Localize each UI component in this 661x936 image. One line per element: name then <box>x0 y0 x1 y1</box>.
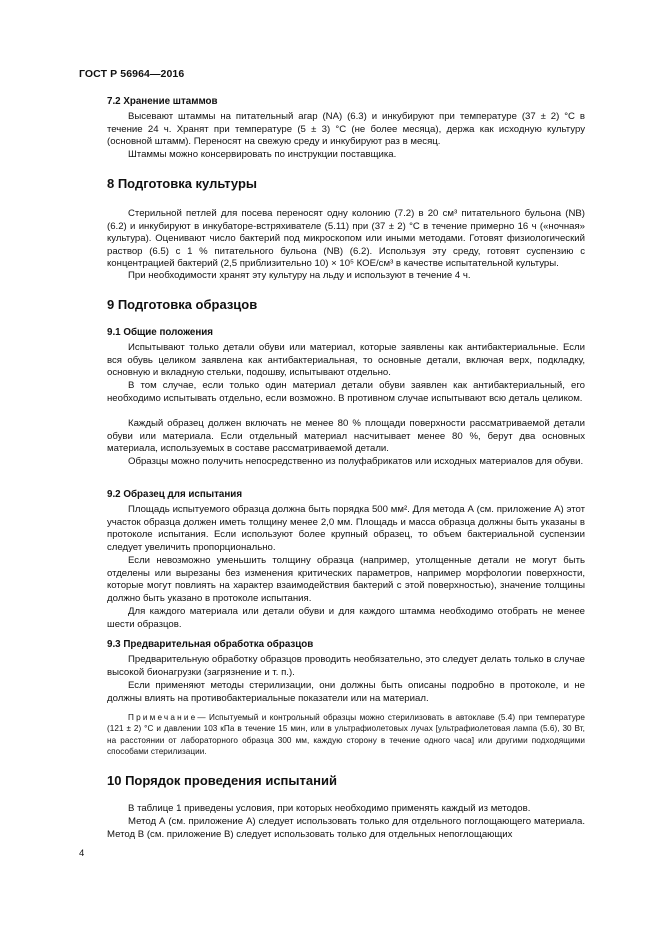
section-10-title: 10 Порядок проведения испытаний <box>107 773 337 788</box>
section-9-2-paragraph-2: Если невозможно уменьшить толщину образца (например, утолщенные детали не могут быть отделены или вырезаны без изменения критических параметров, например морфологии поверхности, которые могут повлиять на характер взаимодействия бактерий с этой поверхностью), значение толщины должно быть указано в протоколе испытания. <box>107 555 585 604</box>
section-9-1-paragraph-2: В том случае, если только один материал детали обуви заявлен как антибактериальный, его необходимо испытывать отдельно, если возможно. В противном случае испытывают всю деталь целиком. <box>107 380 585 404</box>
section-9-1-paragraph-4: Образцы можно получить непосредственно из полуфабрикатов или исходных материалов для обуви. <box>128 456 584 467</box>
section-8-paragraph-1: Стерильной петлей для посева переносят одну колонию (7.2) в 20 см³ питательного бульона (NB) (6.2) и инкубируют в инкубаторе-встряхивателе (5.11) при (37 ± 2) °C в течение примерно 16 ч («ночная» культура). Оценивают число бактерий под микроскопом или иными методами. Готовят физиологический раствор (6.5) с 1 % питательного бульона (NB) (6.2). Используя эту среду, готовят суспензию с концентрацией бактерий (2,5 приблизительно 10) × 10⁵ КОЕ/см³ в качестве испытательной культуры. <box>107 208 585 270</box>
section-8-title: 8 Подготовка культуры <box>107 176 258 191</box>
section-9-2-paragraph-1: Площадь испытуемого образца должна быть порядка 500 мм². Для метода А (см. приложение А) этот участок образца должен иметь толщину менее 2,0 мм. Площадь и масса образца должны быть указаны в протоколе испытания. Если используют более крупный образец, то объем бактериальной суспензии следует увеличить пропорционально. <box>107 504 585 553</box>
note-text: — Испытуемый и контрольный образцы можно стерилизовать в автоклаве (5.4) при температуре (121 ± 2) °C и давлении 103 кПа в течение 15 мин, или в ультрафиолетовых лучах [ультрафиолетовая лампа (5.6), 30 Вт, на расстоянии от лабораторного образца 300 мм, каждую сторону в течение одного часа] или другими подходящими способами стерилизации. <box>107 713 585 757</box>
standard-header: ГОСТ Р 56964—2016 <box>79 68 185 80</box>
section-9-title: 9 Подготовка образцов <box>107 297 258 312</box>
section-9-1-paragraph-1: Испытывают только детали обуви или материал, которые заявлены как антибактериальные. Если вся обувь целиком заявлена как антибактериальная, то основные детали, включая верх, подкладку, основную и вкладную стельки, подошву, испытывают отдельно. <box>107 342 585 379</box>
section-9-3-paragraph-1: Предварительную обработку образцов проводить необязательно, это следует делать только в случае высокой бионагрузки (загрязнение и т. п.). <box>107 654 585 678</box>
section-10-paragraph-1: В таблице 1 приведены условия, при которых необходимо применять каждый из методов. <box>128 803 531 814</box>
section-9-3-paragraph-2: Если применяют методы стерилизации, они должны быть описаны подробно в протоколе, и не должны влиять на противобактериальные показатели или на материал. <box>107 680 585 704</box>
note-label: Примечание <box>128 713 198 722</box>
section-10-paragraph-2: Метод А (см. приложение А) следует использовать только для отдельного поглощающего материала. Метод В (см. приложение В) следует использовать только для отдельных непоглощающих <box>107 816 585 840</box>
section-9-1-paragraph-3: Каждый образец должен включать не менее 80 % площади поверхности рассматриваемой детали обуви или материала. Если отдельный материал насчитывает менее 80 %, берут два основных материала, используемых в составе рассматриваемой детали. <box>107 418 585 455</box>
section-9-2-title: 9.2 Образец для испытания <box>107 489 243 500</box>
section-7-2-paragraph-1: Высевают штаммы на питательный агар (NA) (6.3) и инкубируют при температуре (37 ± 2) °C в течение 24 ч. Хранят при температуре (5 ± 3) °C (не более месяца), держа как исходную культуру (основной штамм). Переносят на свежую среду и инкубируют раз в месяц. <box>107 111 585 148</box>
section-9-3-note <box>107 712 585 758</box>
page-number: 4 <box>79 848 85 859</box>
section-8-paragraph-2: При необходимости хранят эту культуру на льду и используют в течение 4 ч. <box>128 270 471 281</box>
section-9-2-paragraph-3: Для каждого материала или детали обуви и для каждого штамма необходимо отобрать не менее шести образцов. <box>107 606 585 630</box>
section-7-2-paragraph-2: Штаммы можно консервировать по инструкции поставщика. <box>128 149 397 160</box>
section-7-2-title: 7.2 Хранение штаммов <box>107 96 218 107</box>
section-9-3-title: 9.3 Предварительная обработка образцов <box>107 639 314 650</box>
section-9-1-title: 9.1 Общие положения <box>107 327 214 338</box>
